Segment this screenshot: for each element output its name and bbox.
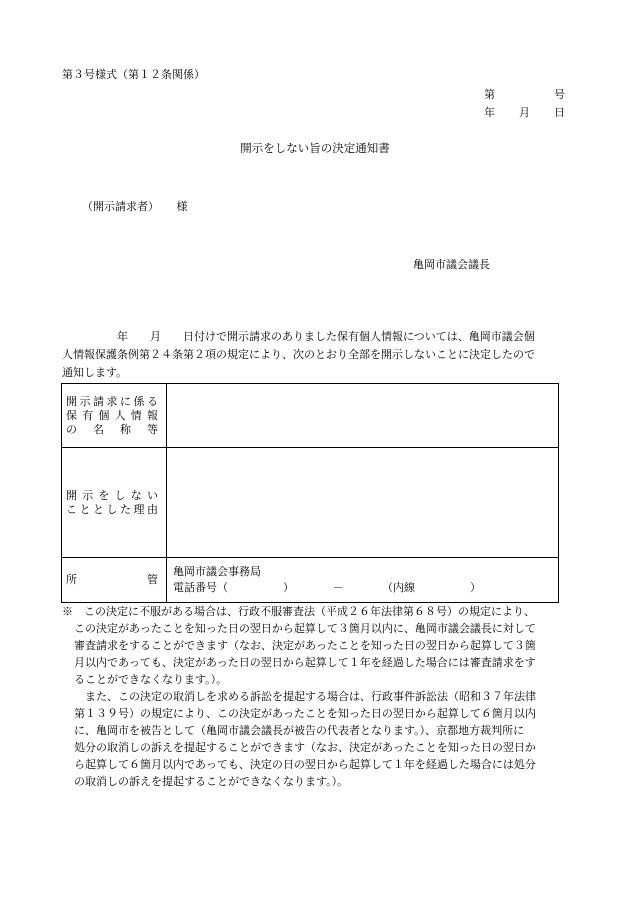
- label-char: に: [120, 394, 131, 408]
- label-char: 個: [98, 408, 110, 422]
- label-char: 報: [146, 408, 158, 422]
- body-line: 人情報保護条例第２４条第２項の規定により、次のとおり全部を開示しないことに決定したので: [62, 348, 535, 361]
- note-line: この決定があったことを知った日の翌日から起算して３箇月以内に、亀岡市議会議長に対して: [74, 622, 536, 635]
- label-line: [66, 395, 158, 409]
- note-line: 月以内であっても、決定があった日の翌日から起算して１年を経過した場合には審査請求をす: [74, 656, 536, 669]
- note-line: 審査請求をすることができます（なお、決定があったことを知った日の翌日から起算して３箇: [74, 639, 536, 652]
- note-line: ※ この決定に不服がある場合は、行政不服審査法（平成２６年法律第６８号）の規定により、: [62, 605, 535, 618]
- label-char: 開: [66, 488, 77, 502]
- label-char: 称: [120, 422, 131, 436]
- label-information-name: [62, 384, 167, 448]
- label-char: い: [146, 488, 158, 502]
- label-line: [66, 503, 158, 517]
- body-line: 年 月 日付けで開示請求のありました保有個人情報については、亀岡市議会個: [62, 330, 535, 343]
- label-char: 有: [82, 408, 94, 422]
- label-char: た: [120, 502, 131, 516]
- label-char: 請: [93, 394, 104, 408]
- label-line: [66, 489, 158, 503]
- table-row-jurisdiction: [62, 558, 559, 603]
- label-line: [66, 409, 158, 423]
- note-line: ることができなくなります。）。: [74, 673, 228, 686]
- label-char: 示: [82, 488, 94, 502]
- department-name: 亀岡市議会事務局: [173, 565, 261, 578]
- addressee-placeholder: （開示請求者）: [82, 200, 159, 213]
- body-line: 通知します。: [62, 366, 128, 379]
- date-day: 日: [554, 106, 565, 119]
- label-char: の: [66, 422, 77, 436]
- note-line: の取消しの訴えを提起することができなくなります。）。: [74, 775, 349, 788]
- label-char: と: [93, 502, 104, 516]
- label-char: し: [106, 502, 118, 516]
- form-identifier: 第３号様式（第１２条関係）: [62, 68, 205, 81]
- label-char: 所: [66, 573, 77, 586]
- label-char: を: [98, 488, 110, 502]
- phone-number: 電話番号（ ） － （内線 ）: [173, 581, 481, 594]
- label-char: 係: [133, 394, 145, 408]
- label-char: 等: [147, 422, 158, 436]
- table-row-information-name: [62, 384, 559, 448]
- notes: [62, 603, 567, 790]
- label-char: 管: [147, 573, 158, 586]
- issuer-name: 亀岡市議会議長: [413, 258, 490, 271]
- label-char: 人: [114, 408, 126, 422]
- label-reason: [62, 448, 167, 558]
- number-suffix: 号: [554, 88, 565, 101]
- label-char: し: [114, 488, 126, 502]
- content-information-name: [167, 384, 559, 448]
- label-char: と: [79, 502, 91, 516]
- table-row-reason: [62, 448, 559, 558]
- label-char: こ: [66, 502, 77, 516]
- label-char: 求: [106, 394, 118, 408]
- content-jurisdiction: [167, 558, 559, 603]
- label-char: な: [130, 488, 142, 502]
- date-month: 月: [519, 106, 530, 119]
- label-line: [66, 573, 158, 587]
- info-table: [61, 383, 559, 603]
- addressee-honorific: 様: [176, 200, 188, 213]
- label-char: 示: [79, 394, 91, 408]
- label-char: 開: [66, 394, 77, 408]
- label-char: 由: [147, 502, 158, 516]
- label-char: 理: [133, 502, 145, 516]
- document-title: 開示をしない旨の決定通知書: [240, 141, 390, 155]
- label-char: る: [147, 394, 158, 408]
- note-line: 処分の取消しの訴えを提起することができます（なお、決定があったことを知った日の翌日か: [74, 741, 536, 754]
- number-prefix: 第: [484, 88, 495, 101]
- body-text: [62, 328, 567, 382]
- label-char: 情: [130, 408, 142, 422]
- label-char: 名: [93, 422, 104, 436]
- label-line: [66, 423, 158, 437]
- date-year: 年: [484, 106, 495, 119]
- note-line: に、亀岡市を被告として（亀岡市議会議長が被告の代表者となります。）、京都地方裁判所に: [74, 724, 525, 737]
- label-jurisdiction: [62, 558, 167, 603]
- note-line: また、この決定の取消しを求める訴訟を提起する場合は、行政事件訴訟法（昭和３７年法律: [74, 690, 536, 703]
- content-reason: [167, 448, 559, 558]
- note-line: 第１３９号）の規定により、この決定があったことを知った日の翌日から起算して６箇月以内: [74, 707, 536, 720]
- addressee: [82, 198, 188, 214]
- label-char: 保: [66, 408, 77, 422]
- note-line: ら起算して６箇月以内であっても、決定の日の翌日から起算して１年を経過した場合には処分: [74, 758, 536, 771]
